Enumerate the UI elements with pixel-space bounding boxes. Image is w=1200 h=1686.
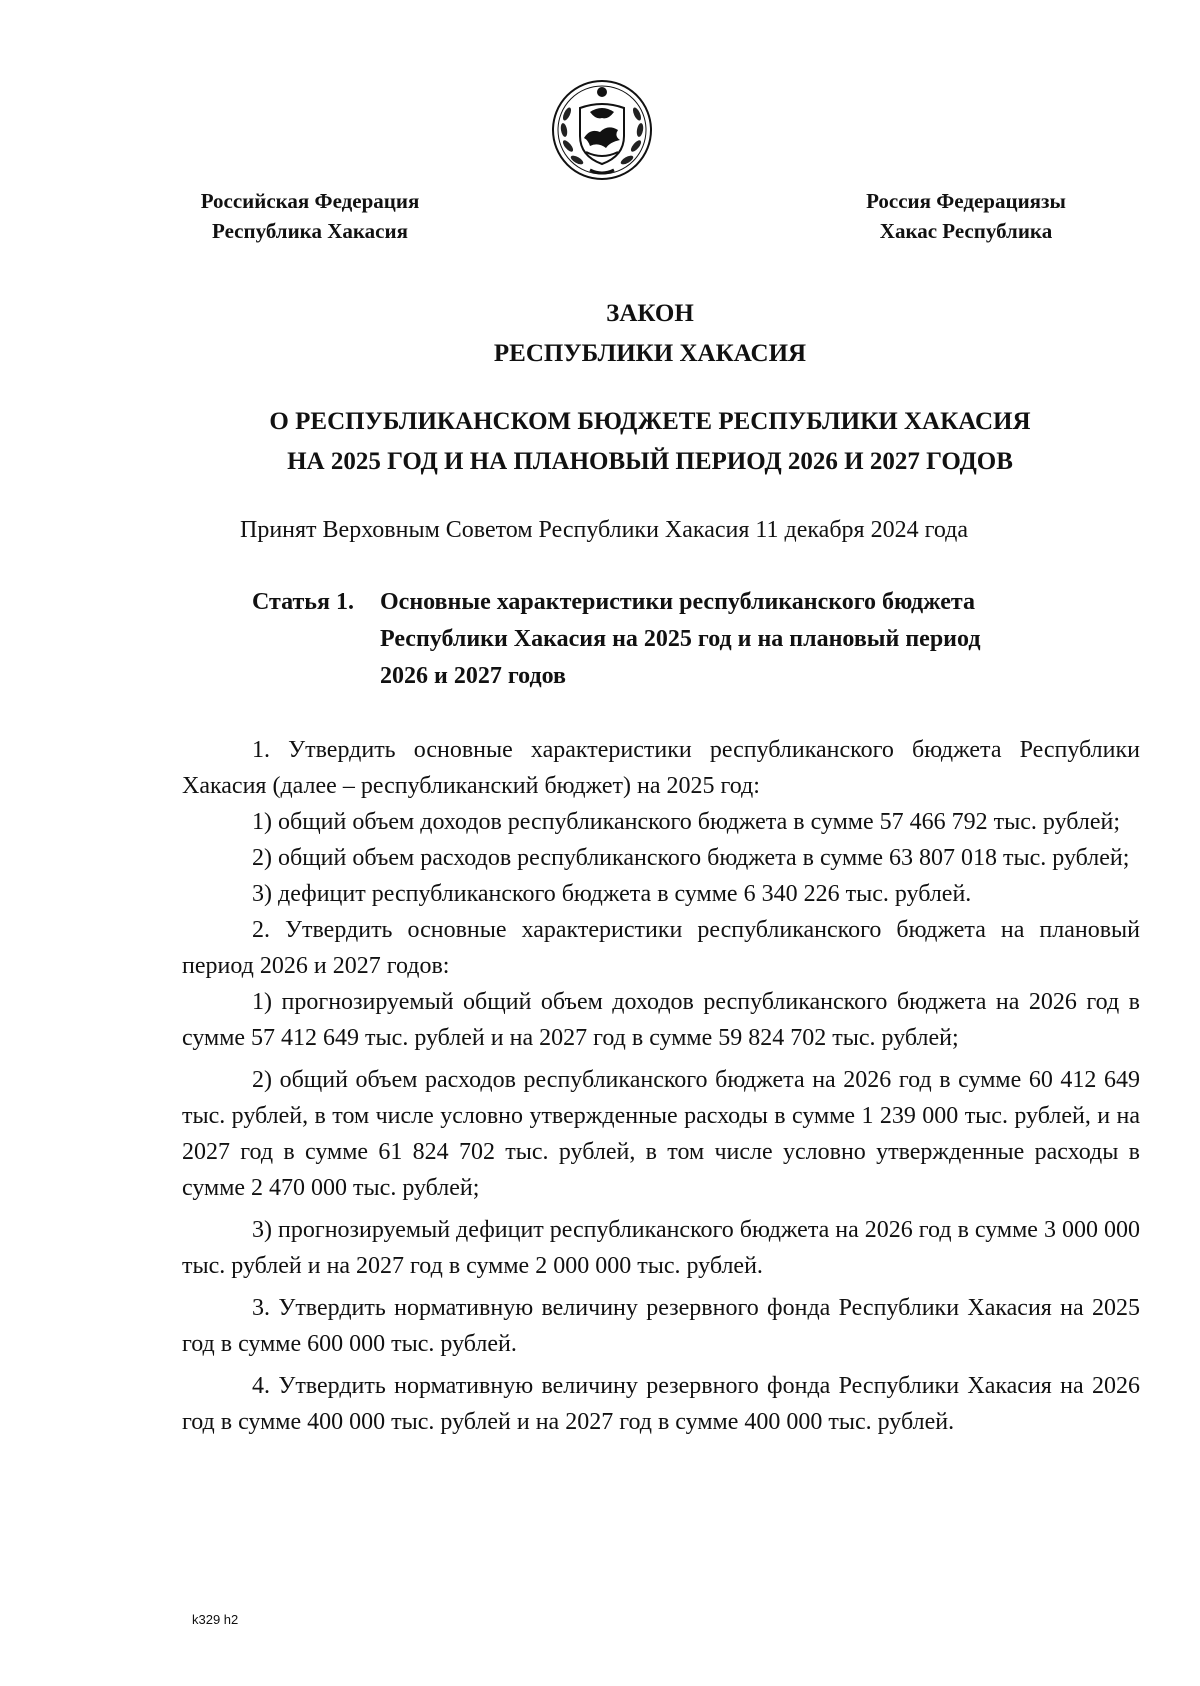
paragraph: 1) прогнозируемый общий объем доходов республиканского бюджета на 2026 год в сумме 57 412 649 тыс. рублей и на 2027 год в сумме 59 824 702 тыс. рублей; <box>182 989 1140 1051</box>
article-body <box>182 732 1140 1440</box>
header-left <box>160 186 460 246</box>
document-code: k329 h2 <box>192 1612 239 1627</box>
paragraph: 1. Утвердить основные характеристики республиканского бюджета Республики Хакасия (далее – республиканский бюджет) на 2025 год: <box>182 737 1140 799</box>
law-title <box>160 294 1140 374</box>
paragraph: 4. Утвердить нормативную величину резервного фонда Республики Хакасия на 2026 год в сумме 400 000 тыс. рублей и на 2027 год в сумме 400 000 тыс. рублей. <box>182 1373 1140 1435</box>
law-name-line2: НА 2025 ГОД И НА ПЛАНОВЫЙ ПЕРИОД 2026 И 2027 ГОДОВ <box>287 448 1013 475</box>
header-left-line2: Республика Хакасия <box>212 219 408 243</box>
adoption-note: Принят Верховным Советом Республики Хакасия 11 декабря 2024 года <box>240 517 968 543</box>
law-title-line2: РЕСПУБЛИКИ ХАКАСИЯ <box>493 340 807 367</box>
law-title-line1: ЗАКОН <box>606 300 694 327</box>
paragraph: 3) прогнозируемый дефицит республиканского бюджета на 2026 год в сумме 3 000 000 тыс. рублей и на 2027 год в сумме 2 000 000 тыс. рублей. <box>182 1217 1140 1279</box>
header-left-line1: Российская Федерация <box>200 189 420 213</box>
paragraph: 3. Утвердить нормативную величину резервного фонда Республики Хакасия на 2025 год в сумме 600 000 тыс. рублей. <box>182 1295 1140 1357</box>
paragraph: 3) дефицит республиканского бюджета в сумме 6 340 226 тыс. рублей. <box>252 881 972 907</box>
article-number: Статья 1. <box>252 589 354 615</box>
coat-of-arms-icon <box>550 78 654 182</box>
law-name <box>160 402 1140 482</box>
article-title-line1: Основные характеристики республиканского бюджета <box>380 589 975 615</box>
article-heading <box>252 584 1112 695</box>
header-right-line2: Хакас Республика <box>879 219 1053 243</box>
header-right <box>836 186 1096 246</box>
paragraph: 2. Утвердить основные характеристики республиканского бюджета на плановый период 2026 и 2027 годов: <box>182 917 1140 979</box>
paragraph: 2) общий объем расходов республиканского бюджета на 2026 год в сумме 60 412 649 тыс. рублей, в том числе условно утвержденные расходы в сумме 1 239 000 тыс. рублей, и на 2027 год в сумме 61 824 702 тыс. рублей, в том числе условно утвержденные расходы в сумме 2 470 000 тыс. рублей; <box>182 1067 1140 1201</box>
article-title-line2: Республики Хакасия на 2025 год и на плановый период <box>380 626 981 652</box>
article-title-line3: 2026 и 2027 годов <box>380 663 566 689</box>
paragraph: 2) общий объем расходов республиканского бюджета в сумме 63 807 018 тыс. рублей; <box>252 845 1130 871</box>
header-right-line1: Россия Федерациязы <box>866 189 1066 213</box>
law-name-line1: О РЕСПУБЛИКАНСКОМ БЮДЖЕТЕ РЕСПУБЛИКИ ХАКАСИЯ <box>269 408 1031 435</box>
paragraph: 1) общий объем доходов республиканского бюджета в сумме 57 466 792 тыс. рублей; <box>252 809 1121 835</box>
